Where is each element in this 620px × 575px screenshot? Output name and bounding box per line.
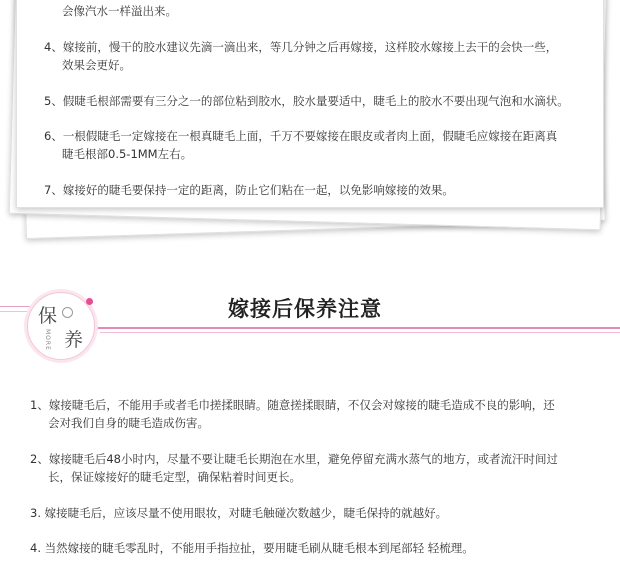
badge-char-yang: 养 <box>64 329 84 351</box>
tip-item-6-line2: 睫毛根部0.5-1MM左右。 <box>62 147 193 161</box>
care-item-1-line2: 会对我们自身的睫毛造成伤害。 <box>48 416 209 430</box>
badge-more-text: MORE <box>44 329 51 351</box>
tip-item-7: 7、嫁接好的睫毛要保持一定的距离，防止它们粘在一起，以免影响嫁接的效果。 <box>44 183 454 197</box>
decor-line <box>100 332 620 333</box>
care-item-2-line2: 长，保证嫁接好的睫毛定型，确保粘着时间更长。 <box>48 470 301 484</box>
badge-ring-icon <box>62 307 73 318</box>
section-header <box>0 285 620 365</box>
tip-item-4: 4、嫁接前，慢干的胶水建议先滴一滴出来，等几分钟之后再嫁接，这样胶水嫁接上去干的会快一些， <box>44 40 558 54</box>
tip-item-3-cont: 会像汽水一样溢出来。 <box>62 4 177 18</box>
badge-char-bao: 保 <box>38 305 58 327</box>
decor-line <box>96 327 620 329</box>
care-item-2: 2、嫁接睫毛后48小时内，尽量不要让睫毛长期泡在水里，避免停留充满水蒸气的地方，或者流汗时间过 <box>30 452 558 466</box>
care-item-4: 4. 当然嫁接的睫毛零乱时，不能用手指拉扯，要用睫毛刷从睫毛根本到尾部轻 轻梳理。 <box>30 541 474 555</box>
care-item-1: 1、嫁接睫毛后，不能用手或者毛巾搓揉眼睛。随意搓揉眼睛，不仅会对嫁接的睫毛造成不良的影响，还 <box>30 398 555 412</box>
tip-item-6: 6、一根假睫毛一定嫁接在一根真睫毛上面，千万不要嫁接在眼皮或者肉上面，假睫毛应嫁接在距离真 <box>44 129 558 143</box>
badge-dot-icon <box>86 298 93 305</box>
care-item-3: 3. 嫁接睫毛后，应该尽量不使用眼妆，对睫毛触碰次数越少，睫毛保持的就越好。 <box>30 506 448 520</box>
paper-stack <box>0 0 620 250</box>
tip-item-4-line2: 效果会更好。 <box>62 58 131 72</box>
tip-item-5: 5、假睫毛根部需要有三分之一的部位粘到胶水，胶水量要适中，睫毛上的胶水不要出现气泡和水滴状。 <box>44 94 569 108</box>
section-title: 嫁接后保养注意 <box>228 296 382 321</box>
